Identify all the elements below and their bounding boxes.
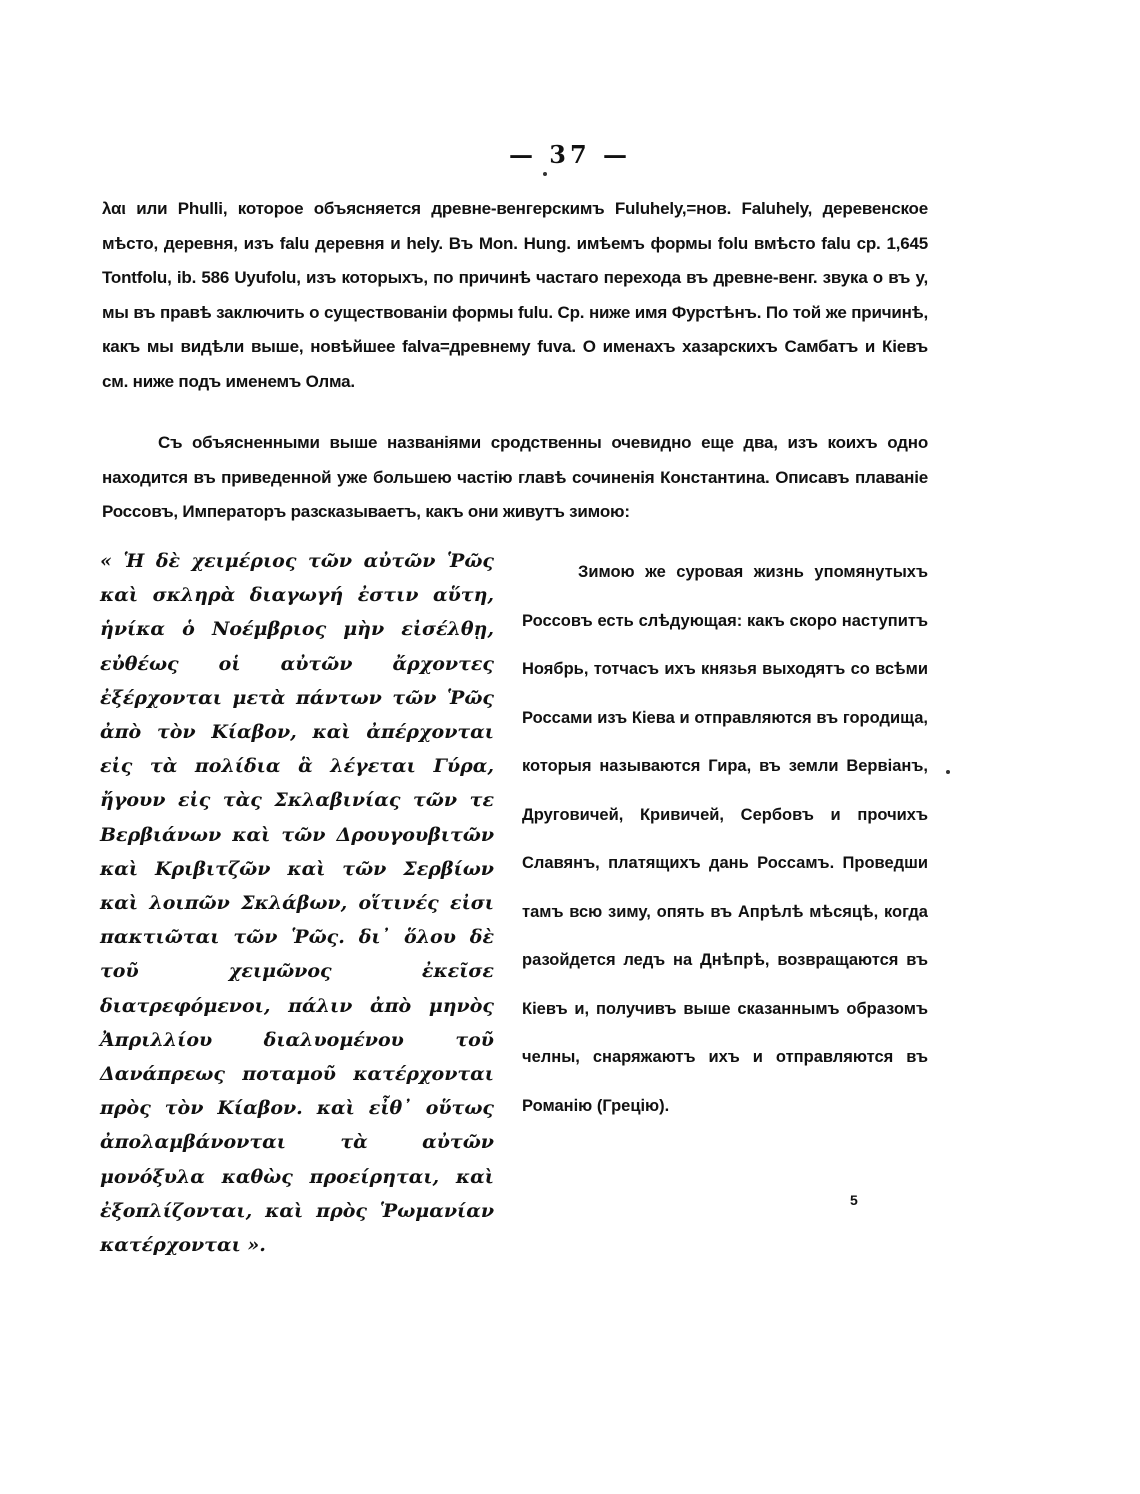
greek-quotation-column: « Ἡ δὲ χειμέριος τῶν αὐτῶν Ῥῶς καὶ σκληρὰ διαγωγή ἐστιν αὕτη, ἡνίκα ὁ Νοέμβριος μὴν εἰσέλθῃ, εὐθέως οἱ αὐτῶν ἄρχοντες ἐξέρχονται μετὰ πάντων τῶν Ῥῶς ἀπὸ τὸν Κίαβον, καὶ ἀπέρχονται εἰς τὰ πολίδια ἃ λέγεται Γύρα, ἤγουν εἰς τὰς Σκλαβινίας τῶν τε Βερβιάνων καὶ τῶν Δρουγουβιτῶν καὶ Κριβιτζῶν καὶ τῶν Σερβίων καὶ λοιπῶν Σκλάβων, οἵτινές εἰσι πακτιῶται τῶν Ῥῶς. δι᾽ ὅλου δὲ τοῦ χειμῶνος ἐκεῖσε διατρεφόμενοι, πάλιν ἀπὸ μηνὸς Ἀπριλλίου διαλυομένου τοῦ Δανάπρεως ποταμοῦ κατέρχονται πρὸς τὸν Κίαβον. καὶ εἶθ᾽ οὕτως ἀπολαμβάνονται τὰ αὐτῶν μονόξυλα καθὼς προείρηται, καὶ ἐξοπλίζονται, καὶ πρὸς Ῥωμανίαν κατέρχονται ».: [100, 550, 494, 1257]
russian-translation-text: Зимою же суровая жизнь упомянутыхъ Россовъ есть слѣдующая: какъ скоро наступитъ Ноябрь, тотчасъ ихъ князья выходятъ со всѣми Россами изъ Кіева и отправляются въ городища, которыя называются Гира, въ земли Вервіанъ, Друговичей, Кривичей, Сербовъ и прочихъ Славянъ, платящихъ дань Россамъ. Проведши тамъ всю зиму, опять въ Апрѣлѣ мѣсяцѣ, когда разойдется ледъ на Днѣпрѣ, возвращаются въ Кіевъ и, получивъ выше сказаннымъ образомъ челны, снаряжаютъ ихъ и отправляются въ Романію (Грецію).: [522, 563, 928, 1115]
paragraph-continuation: λαι или Phulli, которое объясняется древне-венгерскимъ Fuluhely,=нов. Faluhely, деревенское мѣсто, деревня, изъ falu деревня и hely. Въ Mon. Hung. имѣемъ формы folu вмѣсто falu ср. 1,645 Tontfolu, ib. 586 Uyufolu, изъ которыхъ, по причинѣ частаго перехода въ древне-венг. звука o въ y, мы въ правѣ заключить о существованіи формы fulu. Ср. ниже имя Фурстѣнъ. По той же причинѣ, какъ мы видѣли выше, новѣйшее falva=древнему fuva. О именахъ хазарскихъ Самбатъ и Кіевъ см. ниже подъ именемъ Олма.: [102, 199, 928, 391]
paragraph-introduction: [102, 426, 928, 530]
print-speck: [543, 172, 547, 176]
signature-mark: 5: [850, 1192, 858, 1208]
russian-translation-column: [522, 548, 928, 1130]
paragraph-introduction-text: Съ объясненными выше названіями сродственны очевидно еще два, изъ коихъ одно находится въ приведенной уже большею частію главѣ сочиненія Константина. Описавъ плаваніе Россовъ, Императоръ разсказываетъ, какъ они живутъ зимою:: [102, 433, 928, 521]
print-speck: [946, 770, 950, 774]
page-number: — 37 —: [508, 140, 632, 169]
